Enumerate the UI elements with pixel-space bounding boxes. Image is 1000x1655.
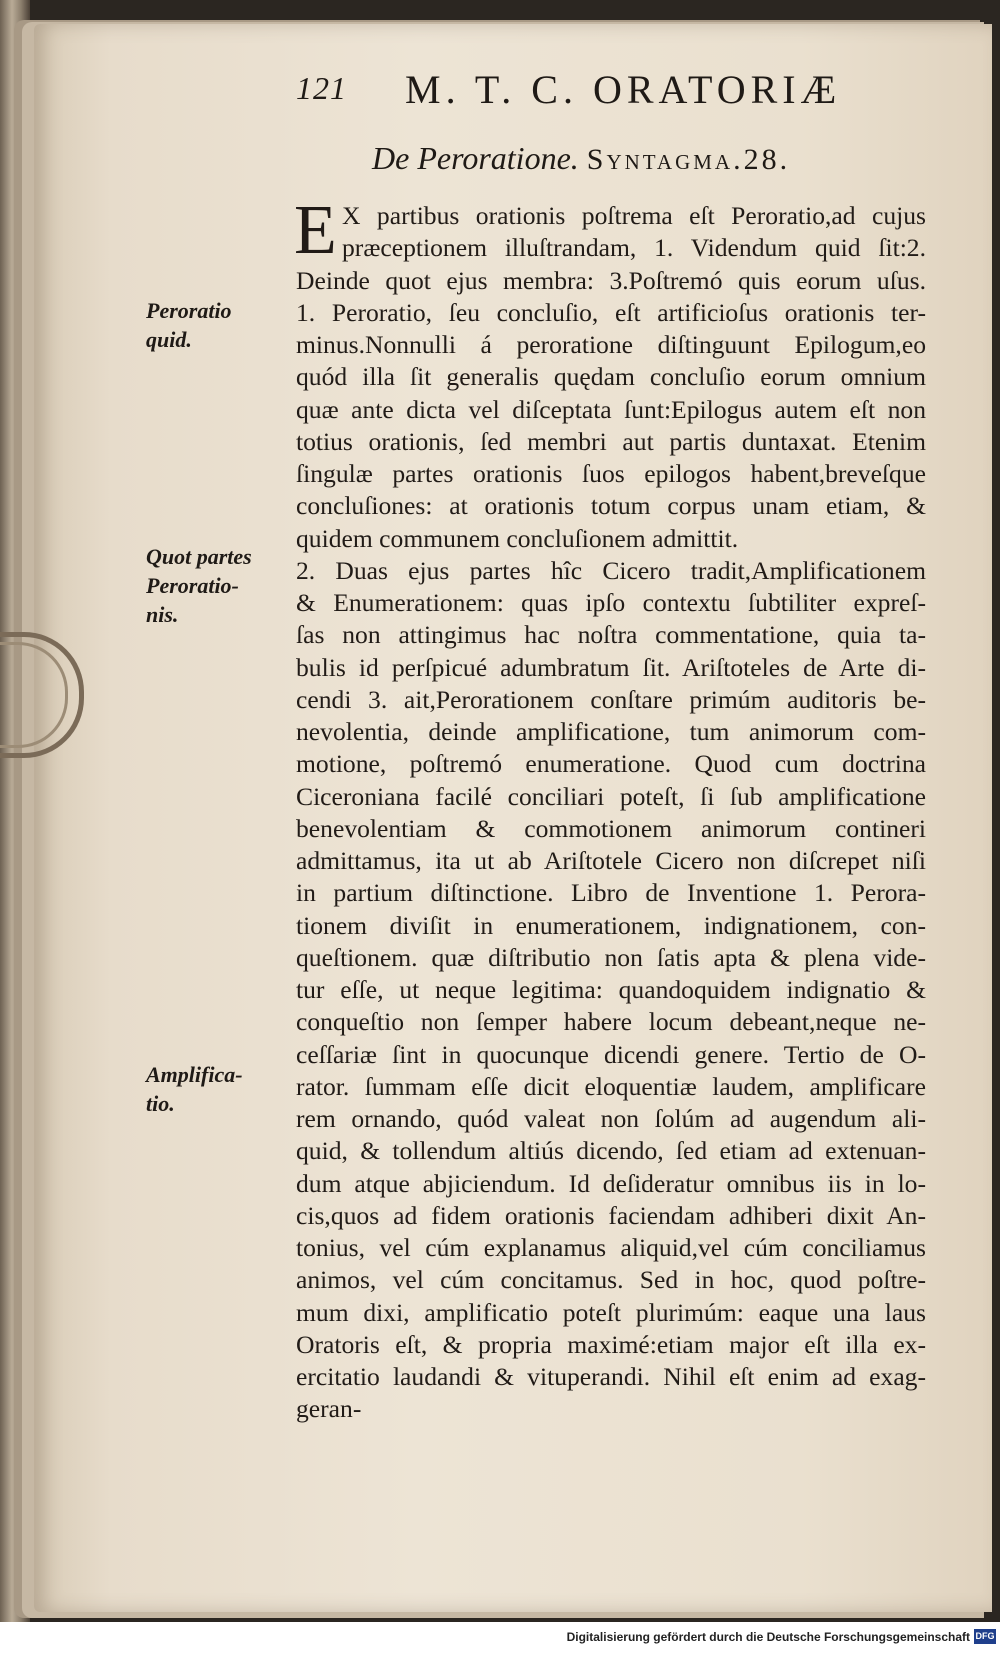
margin-note-line: Peroratio-: [146, 573, 239, 598]
margin-note-amplificatio: [146, 1060, 286, 1118]
drop-capital: E: [294, 192, 337, 269]
margin-note-line: Amplifica-: [146, 1062, 243, 1087]
text-line: rem ornando, quód valeat non ſolúm ad augendum ali-: [296, 1104, 926, 1133]
text-line: admittamus, ita ut ab Ariſtotele Cicero non diſcrepet niſi: [296, 846, 926, 875]
text-line: totius orationis, ſed membri aut partis duntaxat. Etenim: [296, 426, 926, 456]
text-line: bulis id perſpicué adumbratum ſit. Ariſtoteles de Arte di-: [296, 652, 926, 682]
text-line: dum atque abjiciendum. Id deſideratur omnibus iis in lo-: [296, 1168, 926, 1198]
text-line: ercitatio laudandi & vituperandi. Nihil eſt enim ad exag-: [296, 1362, 926, 1391]
text-line: minus.Nonnulli á peroratione diſtinguunt Epilogum,eo: [296, 330, 926, 359]
text-line: & Enumerationem: quas ipſo contextu ſubtiliter expreſ-: [296, 588, 926, 617]
dfg-logo: DFG: [974, 1629, 996, 1644]
page-header: [0, 67, 1000, 130]
funding-credit: Digitalisierung gefördert durch die Deutsche Forschungsgemeinschaft: [566, 1630, 970, 1644]
digitization-footer: [0, 1622, 1000, 1655]
text-line: Deinde quot ejus membra: 3.Poſtremó quis eorum uſus.: [296, 265, 926, 295]
text-line: nevolentia, deinde amplificatione, tum animorum com-: [296, 717, 926, 746]
text-line: cis,quos ad fidem orationis faciendam adhiberi dixit An-: [296, 1200, 926, 1230]
text-line: mum dixi, amplificatio poteſt plurimúm: eaque una laus: [296, 1297, 926, 1327]
text-line: ſas non attingimus hac noſtra commentatione, quia ta-: [296, 620, 926, 650]
body-text: [294, 192, 926, 1426]
margin-note-line: nis.: [146, 602, 179, 627]
text-line: conqueſtio non ſemper habere locum debeant,neque ne-: [296, 1007, 926, 1037]
text-line: geran-: [296, 1394, 362, 1424]
text-line: X partibus orationis poſtrema eſt Peroratio,ad cujus: [342, 201, 926, 230]
text-line: præceptionem illuſtrandam, 1. Videndum quid ſit:2.: [342, 233, 926, 263]
text-line: quidem communem concluſionem admittit.: [296, 523, 739, 553]
text-line: Ciceroniana facilé conciliari poteſt, ſi ſub amplificatione: [296, 781, 926, 811]
text-line: ceſſariæ ſint in quocunque dicendi genere. Tertio de O-: [296, 1039, 926, 1069]
text-line: tionem diviſit in enumerationem, indignationem, con-: [296, 910, 926, 940]
text-line: animos, vel cúm concitamus. Sed in hoc, quod poſtre-: [296, 1265, 926, 1295]
margin-note-line: tio.: [146, 1091, 175, 1116]
text-line: in partium diſtinctione. Libro de Inventione 1. Perora-: [296, 878, 926, 908]
margin-note-quot-partes: [146, 542, 286, 629]
text-line: quid, & tollendum altiús dicendo, ſed etiam ad extenuan-: [296, 1136, 926, 1166]
text-line: concluſiones: at orationis totum corpus unam etiam, &: [296, 491, 926, 521]
text-line: Oratoris eſt, & propria maximé:etiam major eſt illa ex-: [296, 1329, 926, 1359]
text-line: benevolentiam & commotionem animorum contineri: [296, 813, 926, 843]
text-line: tonius, vel cúm explanamus aliquid,vel cúm conciliamus: [296, 1233, 926, 1262]
text-line: queſtionem. quæ diſtributio non ſatis apta & plena vide-: [296, 942, 926, 972]
text-line: tur eſſe, ut neque legitima: quandoquidem indignatio &: [296, 975, 926, 1004]
section-title-caps: Syntagma.28.: [586, 143, 791, 176]
section-title: [372, 140, 790, 177]
margin-note-line: Quot partes: [146, 544, 252, 569]
text-line: 2. Duas ejus partes hîc Cicero tradit,Amplificationem: [296, 555, 926, 585]
text-line: motione, poſtremó enumeratione. Quod cum doctrina: [296, 749, 926, 779]
text-line: ſingulæ partes orationis ſuos epilogos habent,breveſque: [296, 459, 926, 488]
margin-note-line: Peroratio: [146, 298, 232, 323]
text-line: cendi 3. ait,Perorationem conſtare primúm auditoris be-: [296, 684, 926, 714]
text-line: 1. Peroratio, ſeu concluſio, eſt artificioſus orationis ter-: [296, 297, 926, 327]
text-line: rator. ſummam eſſe dicit eloquentiæ laudem, amplificare: [296, 1071, 926, 1101]
margin-note-line: quid.: [146, 327, 192, 352]
text-line: quód illa ſit generalis quędam concluſio eorum omnium: [296, 362, 926, 392]
margin-note-peroratio-quid: [146, 296, 286, 354]
page-number: 121: [296, 70, 347, 106]
running-title: M. T. C. ORATORIÆ: [405, 67, 842, 112]
text-line: quæ ante dicta vel diſceptata ſunt:Epilogus autem eſt non: [296, 394, 926, 424]
section-title-italic: De Peroratione.: [372, 140, 579, 176]
